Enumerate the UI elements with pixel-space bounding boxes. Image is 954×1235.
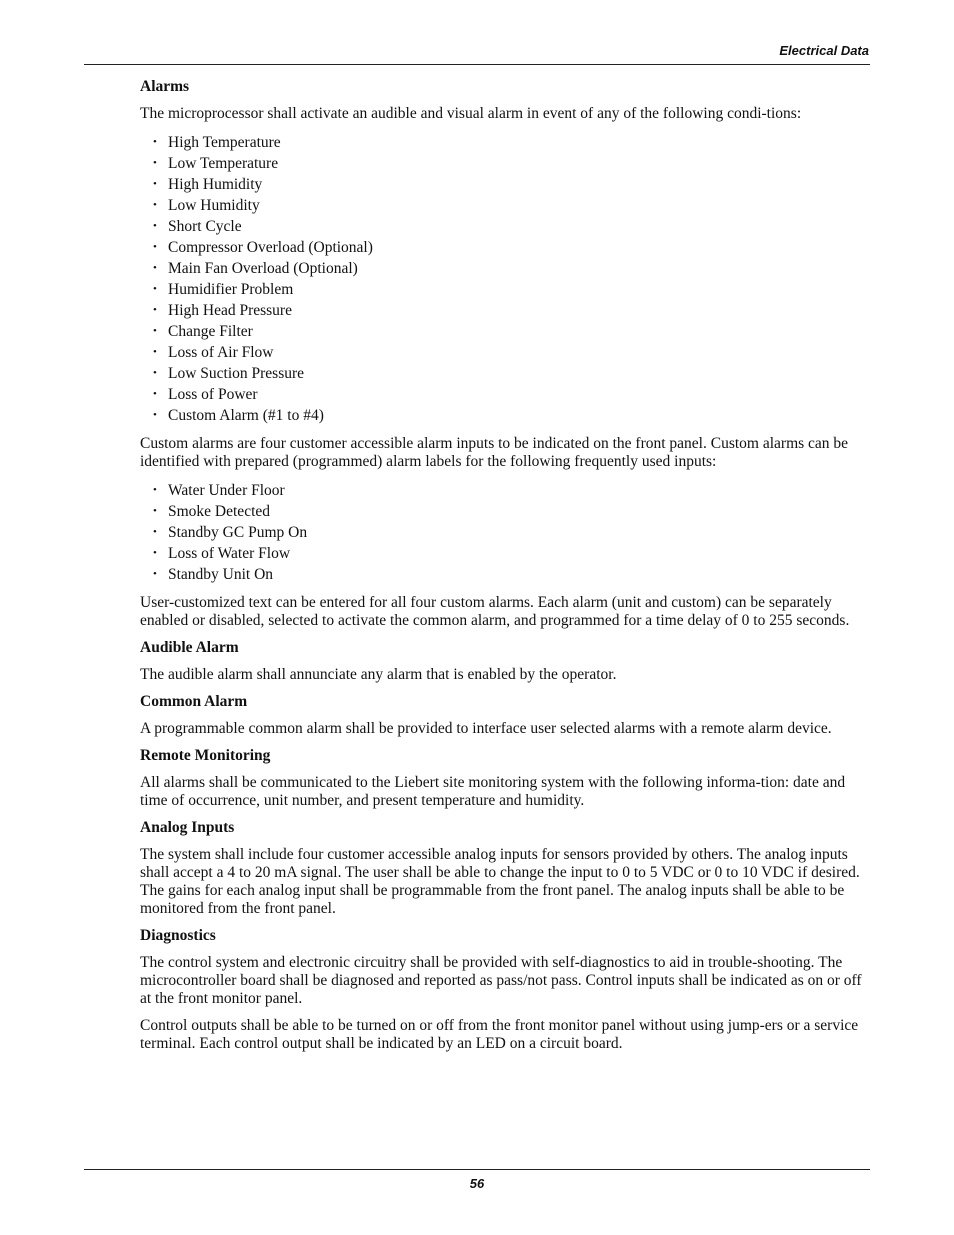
list-item: • Low Suction Pressure [140, 363, 868, 384]
common-alarm-heading: Common Alarm [140, 693, 248, 710]
user-customized-text: User-customized text can be entered for all four custom alarms. Each alarm (unit and custom) can be separately enabled or disabled, selected to activate the common alarm, and programmed for a time delay of 0 to 255 seconds. [140, 594, 850, 629]
alarm-list [140, 132, 868, 426]
audible-alarm-text: The audible alarm shall annunciate any alarm that is enabled by the operator. [140, 666, 617, 683]
diagnostics-text-1: The control system and electronic circuitry shall be provided with self-diagnostics to aid in trouble-shooting. The microcontroller board shall be diagnosed and reported as pass/not pass. Control inputs shall be indicated as on or off at the front monitor panel. [140, 954, 862, 1007]
page-number: 56 [469, 1176, 485, 1191]
analog-inputs-text: The system shall include four customer accessible analog inputs for sensors provided by others. The analog inputs shall accept a 4 to 20 mA signal. The user shall be able to change the input to 0 to 5 VDC or 0 to 10 VDC if desired. The gains for each analog input shall be programmable from the front panel. The analog inputs shall be able to be monitored from the front panel. [140, 846, 860, 917]
remote-monitoring-heading: Remote Monitoring [140, 747, 271, 764]
list-item: • High Temperature [140, 132, 868, 153]
list-item: • High Head Pressure [140, 300, 868, 321]
list-item: • Standby GC Pump On [140, 522, 868, 543]
page-content [140, 78, 868, 1062]
list-item: • Water Under Floor [140, 480, 868, 501]
custom-alarms-text: Custom alarms are four customer accessible alarm inputs to be indicated on the front panel. Custom alarms can be identified with prepared (programmed) alarm labels for the following frequently used inputs: [140, 435, 849, 470]
list-item: • Humidifier Problem [140, 279, 868, 300]
list-item: • Loss of Power [140, 384, 868, 405]
list-item: • Loss of Water Flow [140, 543, 868, 564]
alarms-heading: Alarms [140, 78, 190, 95]
list-item: • Change Filter [140, 321, 868, 342]
list-item: • Low Temperature [140, 153, 868, 174]
list-item: • Compressor Overload (Optional) [140, 237, 868, 258]
list-item: • Low Humidity [140, 195, 868, 216]
list-item: • Main Fan Overload (Optional) [140, 258, 868, 279]
audible-alarm-heading: Audible Alarm [140, 639, 239, 656]
analog-inputs-heading: Analog Inputs [140, 819, 235, 836]
list-item: • Smoke Detected [140, 501, 868, 522]
list-item: • Short Cycle [140, 216, 868, 237]
footer-rule [84, 1169, 870, 1170]
list-item: • Standby Unit On [140, 564, 868, 585]
list-item: • High Humidity [140, 174, 868, 195]
remote-monitoring-text: All alarms shall be communicated to the Liebert site monitoring system with the following informa-tion: date and time of occurrence, unit number, and present temperature and humidity. [140, 774, 846, 809]
custom-alarm-list [140, 480, 868, 585]
diagnostics-heading: Diagnostics [140, 927, 216, 944]
running-header: Electrical Data [779, 43, 869, 58]
list-item: • Loss of Air Flow [140, 342, 868, 363]
alarms-intro: The microprocessor shall activate an audible and visual alarm in event of any of the following condi-tions: [140, 105, 802, 122]
header-rule [84, 64, 870, 65]
diagnostics-text-2: Control outputs shall be able to be turned on or off from the front monitor panel without using jump-ers or a service terminal. Each control output shall be indicated by an LED on a circuit board. [140, 1017, 859, 1052]
common-alarm-text: A programmable common alarm shall be provided to interface user selected alarms with a remote alarm device. [140, 720, 832, 737]
list-item: • Custom Alarm (#1 to #4) [140, 405, 868, 426]
